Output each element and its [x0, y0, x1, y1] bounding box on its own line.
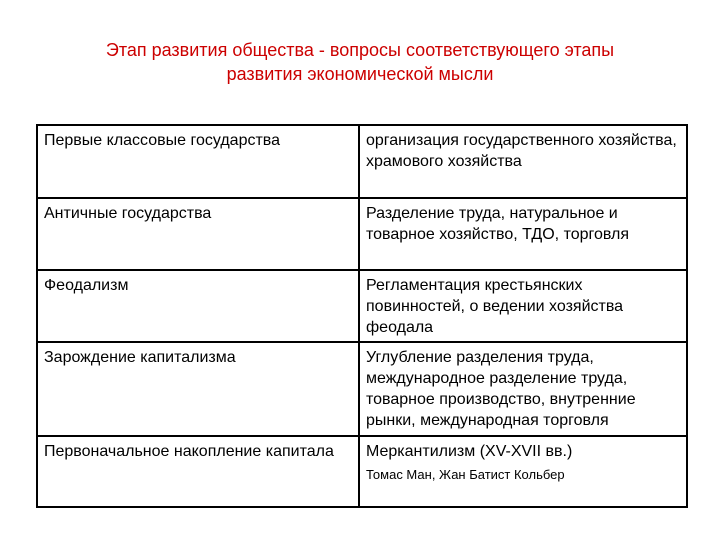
stage-cell: Первые классовые государства: [37, 125, 359, 198]
issues-cell: организация государственного хозяйства, храмового хозяйства: [359, 125, 687, 198]
stage-cell: Античные государства: [37, 198, 359, 270]
table-row: [37, 125, 687, 198]
title-line-1: Этап развития общества - вопросы соответствующего этапы: [105, 40, 615, 60]
issues-text: Меркантилизм (XV-XVII вв.): [366, 443, 573, 460]
page-title: [40, 38, 680, 86]
table-row: [37, 198, 687, 270]
issues-cell: Регламентация крестьянских повинностей, о ведении хозяйства феодала: [359, 270, 687, 342]
authors-note: Томас Ман, Жан Батист Кольбер: [366, 467, 565, 482]
stages-table: [36, 124, 688, 508]
issues-cell: Углубление разделения труда, международное разделение труда, товарное производство, внутренние рынки, международная торговля: [359, 342, 687, 436]
table-row: [37, 342, 687, 436]
table-row: [37, 436, 687, 507]
table-row: [37, 270, 687, 342]
issues-cell: Разделение труда, натуральное и товарное хозяйство, ТДО, торговля: [359, 198, 687, 270]
stage-cell: Феодализм: [37, 270, 359, 342]
stage-cell: Зарождение капитализма: [37, 342, 359, 436]
issues-cell: [359, 436, 687, 507]
stage-cell: Первоначальное накопление капитала: [37, 436, 359, 507]
title-line-2: развития экономической мысли: [226, 64, 494, 84]
